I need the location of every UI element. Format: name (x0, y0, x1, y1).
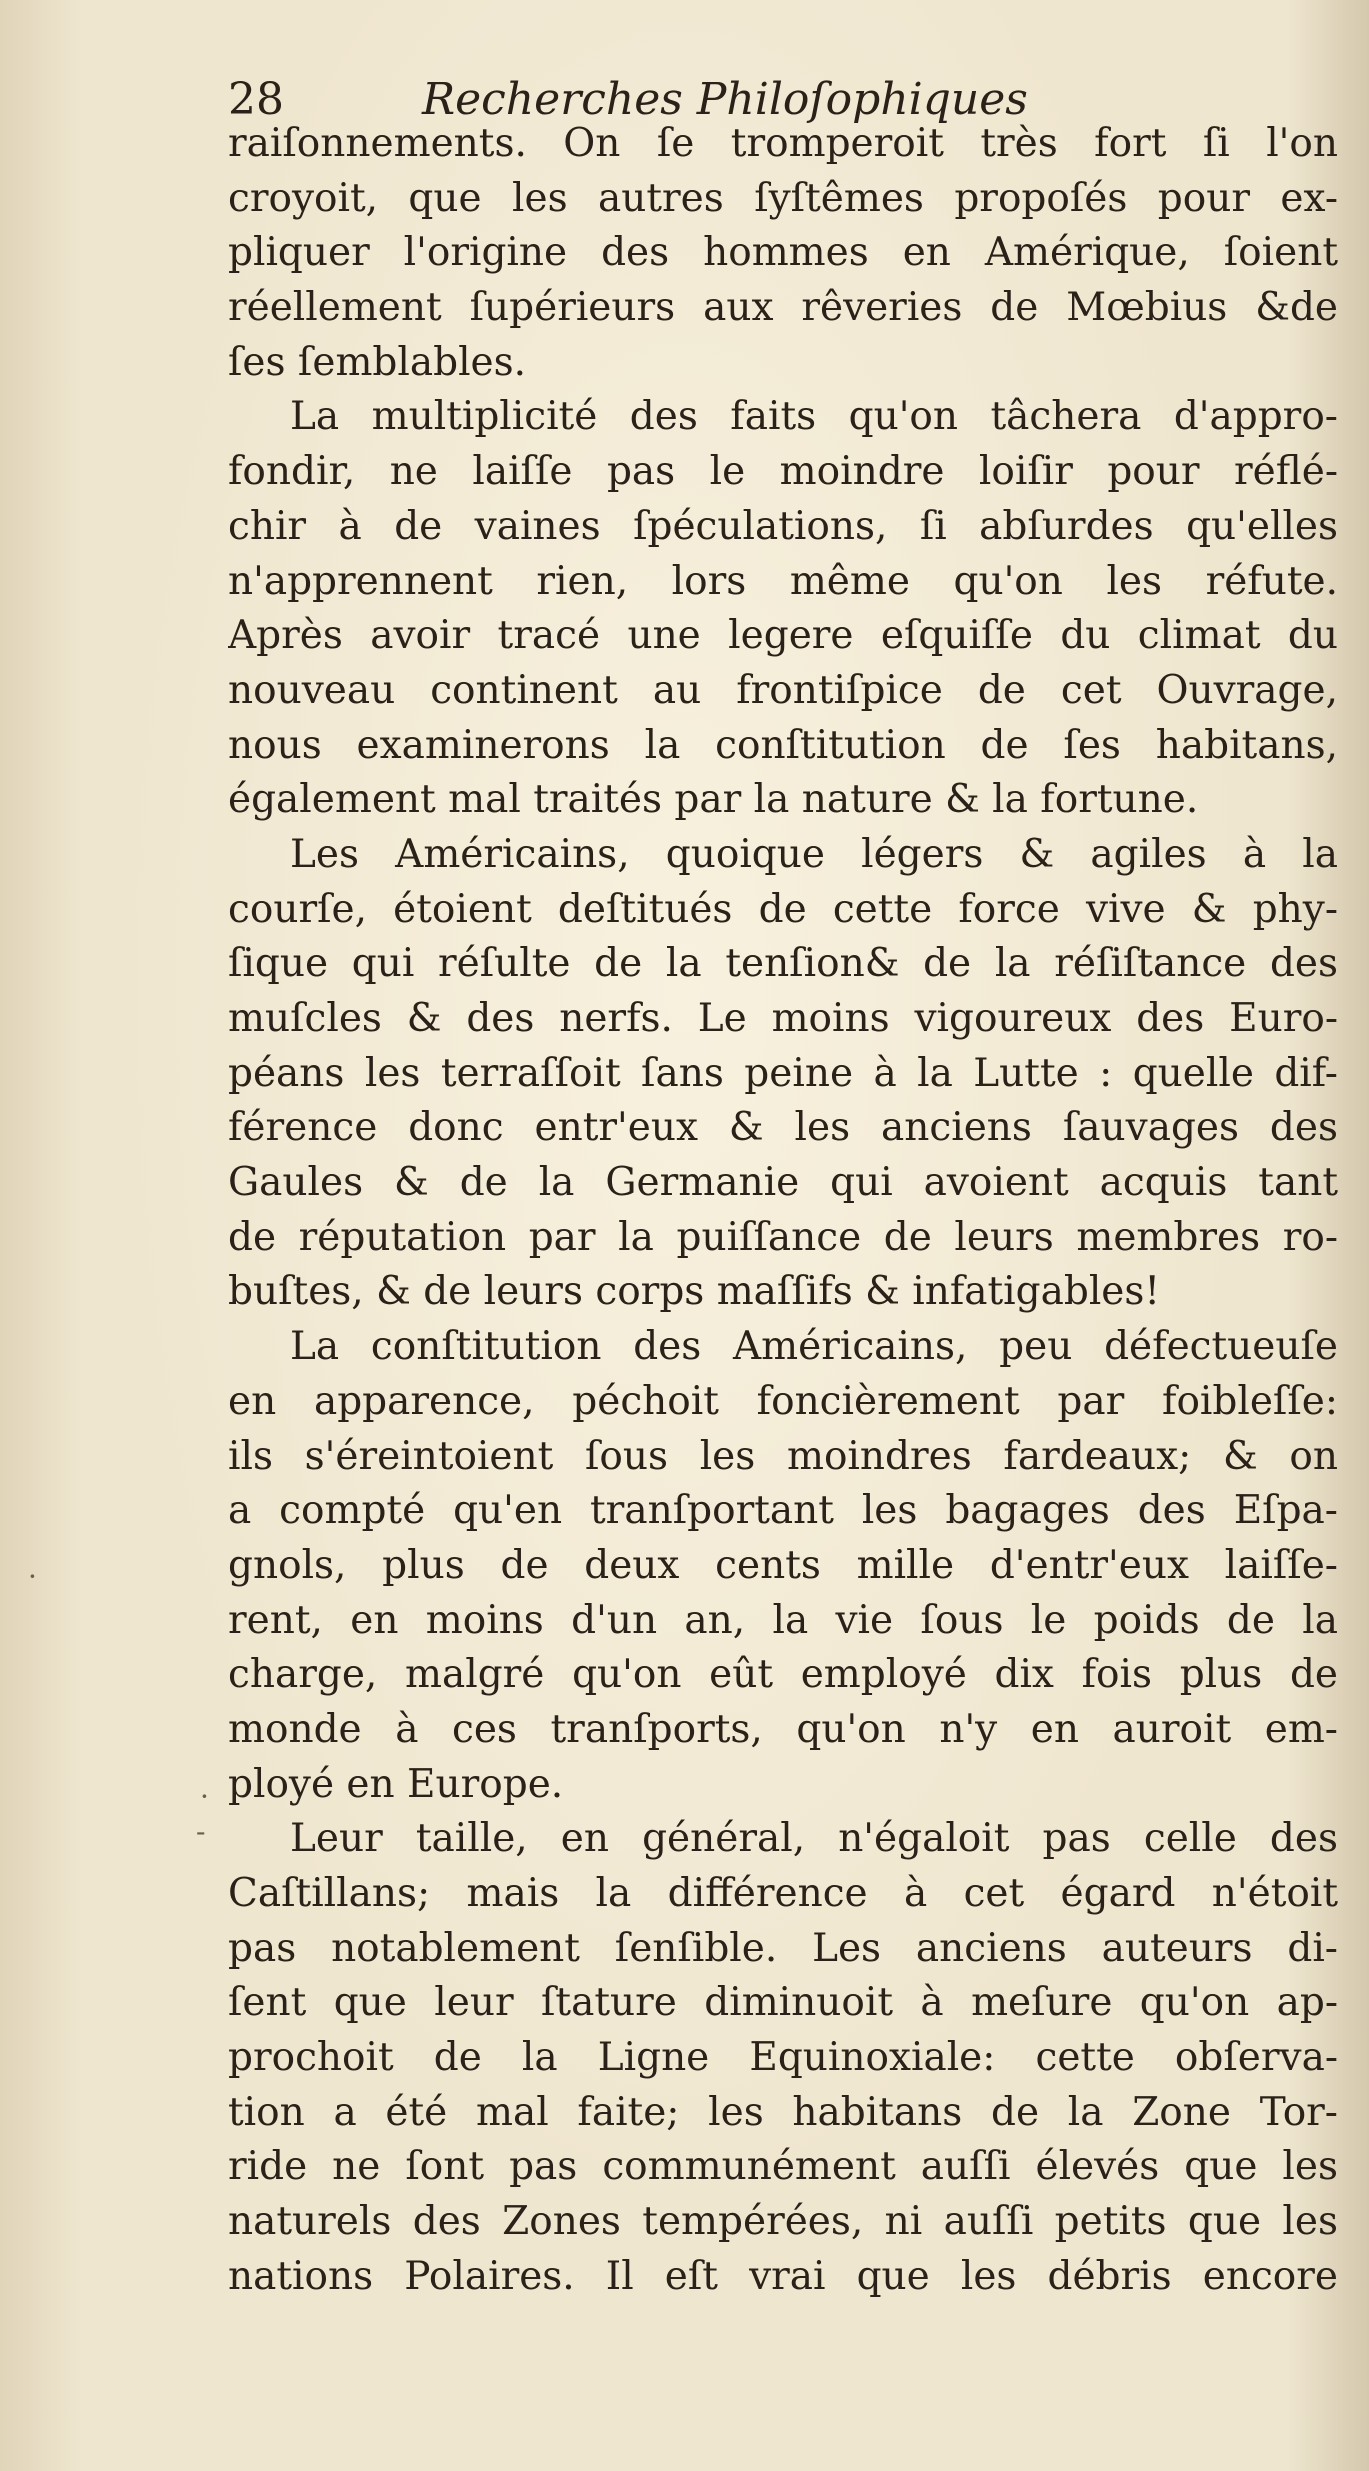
paragraph-start-line: Leur taille, en général, n'égaloit pas celle des (290, 1816, 1338, 1862)
paper-speck: · (200, 1780, 209, 1813)
text-line: de réputation par la puiſſance de leurs membres ro- (228, 1214, 1338, 1260)
text-line: croyoit, que les autres ſyſtêmes propoſés pour ex- (228, 175, 1338, 221)
text-line: pas notablement ſenſible. Les anciens auteurs di- (228, 1925, 1338, 1971)
text-line: nations Polaires. Il eſt vrai que les débris encore (228, 2253, 1338, 2299)
paragraph-start-line: La multiplicité des faits qu'on tâchera d'appro- (290, 394, 1338, 440)
text-line: en apparence, péchoit foncièrement par foibleſſe: (228, 1378, 1338, 1424)
text-line: ride ne ſont pas communément auſſi élevés que les (228, 2144, 1338, 2190)
text-line: également mal traités par la nature & la fortune. (228, 777, 1199, 823)
text-line: ſent que leur ſtature diminuoit à meſure qu'on ap- (228, 1980, 1338, 2026)
text-line: rent, en moins d'un an, la vie ſous le poids de la (228, 1597, 1338, 1643)
running-title: Recherches Philoſophiques (422, 74, 1028, 125)
text-line: n'apprennent rien, lors même qu'on les réfute. (228, 558, 1338, 604)
paper-speck: · (28, 1560, 37, 1593)
paragraph-start-line: La conſtitution des Américains, peu défectueuſe (290, 1324, 1338, 1370)
text-line: réellement ſupérieurs aux rêveries de Mœbius &de (228, 285, 1338, 331)
body-text (228, 117, 1338, 2305)
text-line: raiſonnements. On ſe tromperoit très fort ſi l'on (228, 121, 1338, 166)
text-line: courſe, étoient deſtitués de cette force vive & phy- (228, 886, 1338, 932)
text-line: buſtes, & de leurs corps maſſifs & infatigables! (228, 1269, 1161, 1315)
text-line: ſique qui réſulte de la tenſion& de la réſiſtance des (228, 941, 1338, 987)
text-line: férence donc entr'eux & les anciens ſauvages des (228, 1105, 1338, 1151)
text-line: Gaules & de la Germanie qui avoient acquis tant (228, 1160, 1338, 1206)
paper-speck: - (196, 1815, 206, 1848)
text-line: tion a été mal faite; les habitans de la Zone Tor- (228, 2089, 1338, 2135)
text-line: prochoit de la Ligne Equinoxiale: cette obſerva- (228, 2035, 1338, 2081)
text-line: chir à de vaines ſpéculations, ſi abſurdes qu'elles (228, 503, 1338, 549)
text-line: naturels des Zones tempérées, ni auſſi petits que les (228, 2199, 1338, 2245)
text-line: pliquer l'origine des hommes en Amérique, ſoient (228, 230, 1338, 276)
text-line: ſes ſemblables. (228, 339, 527, 385)
text-line: nous examinerons la conſtitution de ſes habitans, (228, 722, 1338, 768)
text-line: fondir, ne laiſſe pas le moindre loiſir pour réflé- (228, 449, 1338, 495)
text-line: a compté qu'en tranſportant les bagages des Eſpa- (228, 1488, 1338, 1534)
text-line: nouveau continent au frontiſpice de cet Ouvrage, (228, 667, 1338, 713)
text-line: péans les terraſſoit ſans peine à la Lutte : quelle dif- (228, 1050, 1338, 1096)
text-line: monde à ces tranſports, qu'on n'y en auroit em- (228, 1706, 1338, 1752)
text-line: Après avoir tracé une legere eſquiſſe du climat du (228, 613, 1338, 659)
text-line: ployé en Europe. (228, 1761, 564, 1807)
paragraph-start-line: Les Américains, quoique légers & agiles à la (290, 831, 1338, 877)
text-line: muſcles & des nerfs. Le moins vigoureux des Euro- (228, 996, 1338, 1041)
text-line: gnols, plus de deux cents mille d'entr'eux laiſſe- (228, 1542, 1338, 1588)
text-line: Caſtillans; mais la différence à cet égard n'étoit (228, 1871, 1338, 1916)
text-line: ils s'éreintoient ſous les moindres fardeaux; & on (228, 1433, 1338, 1479)
text-line: charge, malgré qu'on eût employé dix fois plus de (228, 1652, 1338, 1698)
page-number: 28 (228, 74, 284, 125)
